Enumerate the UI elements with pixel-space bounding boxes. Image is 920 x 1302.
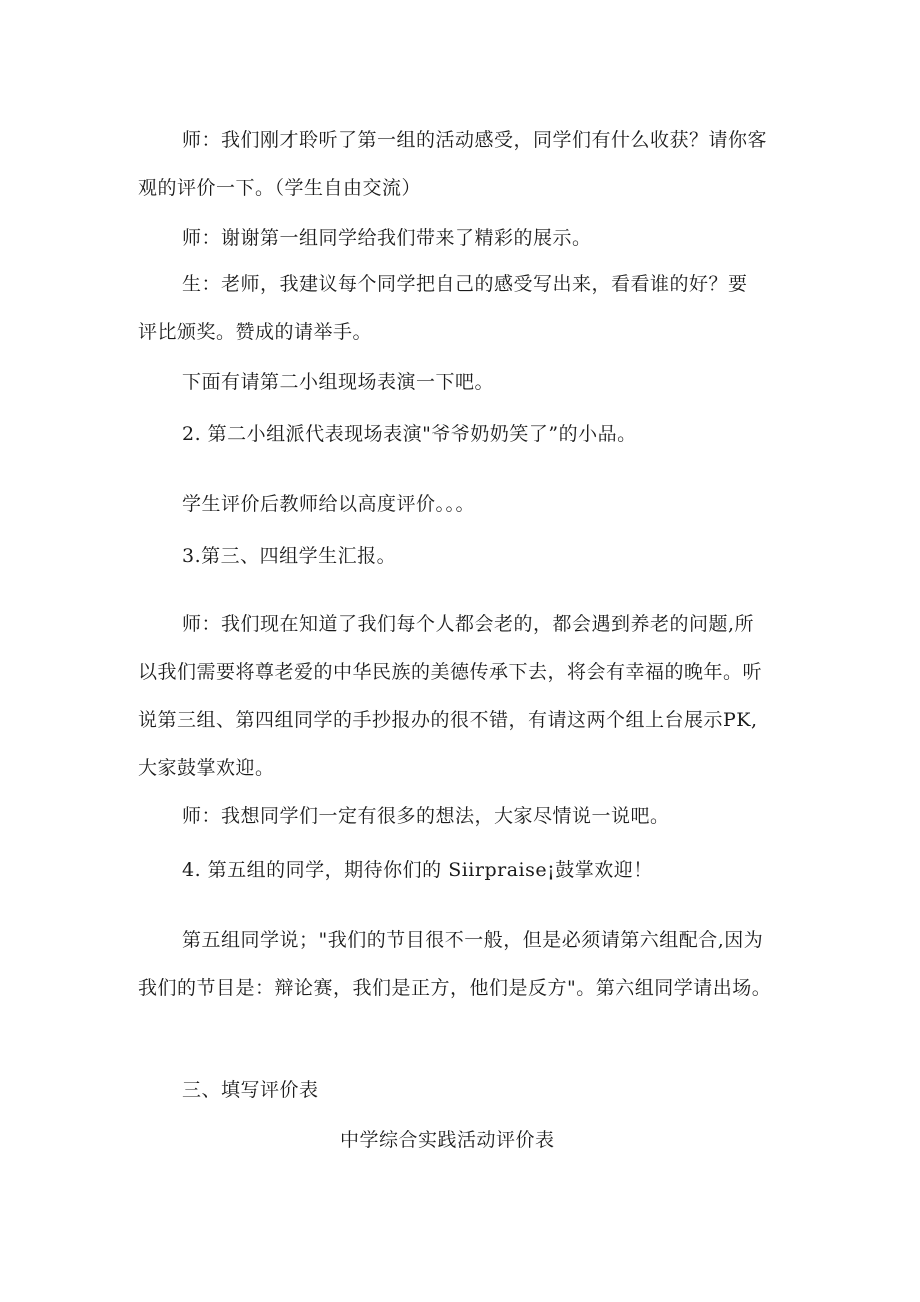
paragraph-line: 学生评价后教师给以高度评价。。。	[182, 493, 476, 515]
paragraph-line: 说第三组、第四组同学的手抄报办的很不错，有请这两个组上台展示PK,	[138, 709, 758, 731]
paragraph-line: 师：谢谢第一组同学给我们带来了精彩的展示。	[182, 227, 592, 249]
paragraph-line: 我们的节目是：辩论赛，我们是正方，他们是反方"。第六组同学请出场。	[138, 977, 772, 999]
paragraph-line: 观的评价一下。（学生自由交流）	[138, 177, 422, 199]
paragraph-line: 师：我想同学们一定有很多的想法，大家尽情说一说吧。	[182, 805, 670, 827]
paragraph-line: 下面有请第二小组现场表演一下吧。	[182, 371, 495, 393]
paragraph-line: 大家鼓掌欢迎。	[138, 757, 275, 779]
paragraph-line: 以我们需要将尊老爱的中华民族的美德传承下去，将会有幸福的晚年。听	[138, 661, 763, 683]
paragraph-line: 师：我们刚才聆听了第一组的活动感受，同学们有什么收获？请你客	[182, 129, 768, 151]
paragraph-line: 师：我们现在知道了我们每个人都会老的，都会遇到养老的问题,所	[182, 613, 755, 635]
paragraph-line: 4. 第五组的同学，期待你们的 Siirpraise¡鼓掌欢迎！	[182, 859, 653, 881]
table-title: 中学综合实践活动评价表	[340, 1129, 555, 1151]
section-heading: 三、填写评价表	[182, 1079, 319, 1101]
paragraph-line: 第五组同学说；"我们的节目很不一般，但是必须请第六组配合,因为	[182, 929, 764, 951]
paragraph-line: 2. 第二小组派代表现场表演"爷爷奶奶笑了”的小品。	[182, 423, 637, 445]
paragraph-line: 评比颁奖。赞成的请举手。	[138, 321, 373, 343]
paragraph-line: 生：老师，我建议每个同学把自己的感受写出来，看看谁的好？要	[182, 273, 748, 295]
paragraph-line: 3.第三、四组学生汇报。	[182, 545, 397, 567]
